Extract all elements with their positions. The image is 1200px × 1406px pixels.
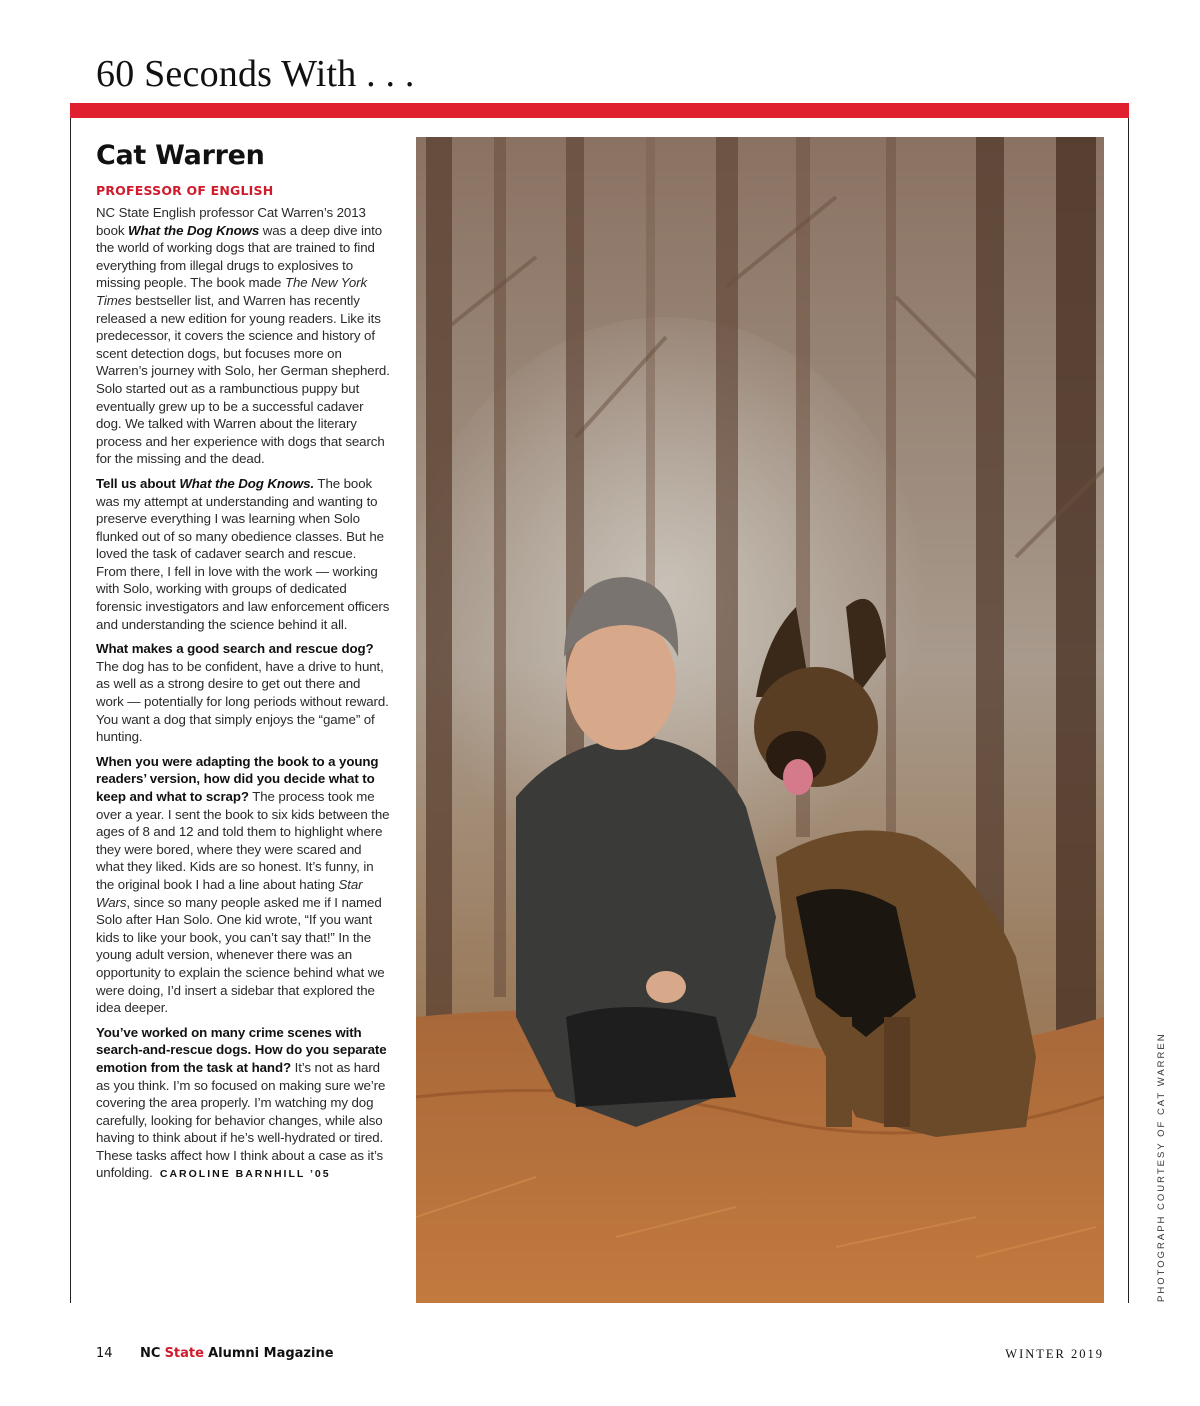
- mag-rest: Alumni Magazine: [208, 1346, 334, 1361]
- qa-4: [96, 1024, 390, 1184]
- question-3: When you were adapting the book to a young readers’ version, how did you decide what to keep and what to scrap?: [96, 753, 379, 804]
- question-1-book: What the Dog Knows.: [179, 475, 315, 491]
- intro-text-3: bestseller list, and Warren has recently released a new edition for young readers. Like its predecessor, it covers the science and history of scent detection dogs, but focuses more on Warren’s journey with Solo, her German shepherd. Solo started out as a rambunctious puppy but eventually grew up to be a successful cadaver dog. We talked with Warren about the literary process and her experience with dogs that search for the missing and the dead.: [96, 292, 390, 467]
- section-title: 60 Seconds With . . .: [96, 53, 415, 95]
- question-4: You’ve worked on many crime scenes with search-and-rescue dogs. How do you separate emotion from the task at hand?: [96, 1024, 387, 1075]
- question-2: What makes a good search and rescue dog?: [96, 641, 374, 657]
- answer-3-part-1: The process took me over a year. I sent the book to six kids between the ages of 8 and 12 and told them to highlight where they were bored, where they were scared and what they liked. Kids are so honest. It’s funny, in the original book I had a line about hating: [96, 789, 390, 892]
- photo-illustration: [416, 137, 1104, 1303]
- intro-paragraph: [96, 204, 390, 468]
- article-text-column: [96, 140, 390, 1191]
- frame-right-line: [1128, 118, 1129, 1303]
- star-wars-title: Star Wars: [96, 876, 363, 910]
- answer-2: The dog has to be confident, have a drive to hunt, as well as a strong desire to get out there and work — potentially for long periods without reward. You want a dog that simply enjoys the “game” of hunting.: [96, 658, 389, 745]
- profile-name: Cat Warren: [96, 140, 265, 171]
- qa-3: [96, 753, 390, 1017]
- question-1-text: Tell us about: [96, 475, 180, 491]
- answer-1: The book was my attempt at understanding and wanting to preserve everything I was learning when Solo flunked out of so many obedience classes. But he loved the task of cadaver search and rescue. From there, I fell in love with the work — working with Solo, working with groups of dedicated forensic investigators and law enforcement officers and understanding the science behind it all.: [96, 475, 390, 632]
- photo-cat-warren-and-solo: [416, 137, 1104, 1303]
- author-byline: CAROLINE BARNHILL ’05: [159, 1168, 331, 1181]
- mag-nc: NC: [140, 1346, 161, 1361]
- qa-1: [96, 475, 390, 633]
- mag-state: State: [164, 1346, 204, 1361]
- magazine-name: [140, 1346, 334, 1361]
- profile-role: PROFESSOR OF ENGLISH: [96, 183, 274, 198]
- answer-4: It’s not as hard as you think. I’m so focused on making sure we’re covering the area properly. I’m watching my dog carefully, looking for behavior changes, while also having to think about if he’s well-hydrated or tired. These tasks affect how I think about a case as it’s unfolding.: [96, 1059, 386, 1181]
- photo-credit: PHOTOGRAPH COURTESY OF CAT WARREN: [1156, 1032, 1167, 1302]
- header-red-rule: [70, 103, 1129, 118]
- book-title: What the Dog Knows: [128, 222, 260, 238]
- nyt-title: The New York Times: [96, 275, 368, 308]
- qa-2: [96, 640, 390, 746]
- intro-text-2: was a deep dive into the world of working dogs that are trained to find everything from illegal drugs to explosives to missing people. The book made: [96, 222, 383, 291]
- answer-3-part-2: , since so many people asked me if I named Solo after Han Solo. One kid wrote, “If you want kids to like your book, you can’t say that!” In the young adult version, whenever there was an opportunity to explain the science behind what we were doing, I’d insert a sidebar that explored the idea deeper.: [96, 894, 385, 1016]
- frame-left-line: [70, 118, 71, 1303]
- issue-label: WINTER 2019: [1005, 1347, 1104, 1361]
- page-number: 14: [96, 1346, 113, 1361]
- intro-text-1: NC State English professor Cat Warren’s 2013 book: [96, 205, 366, 238]
